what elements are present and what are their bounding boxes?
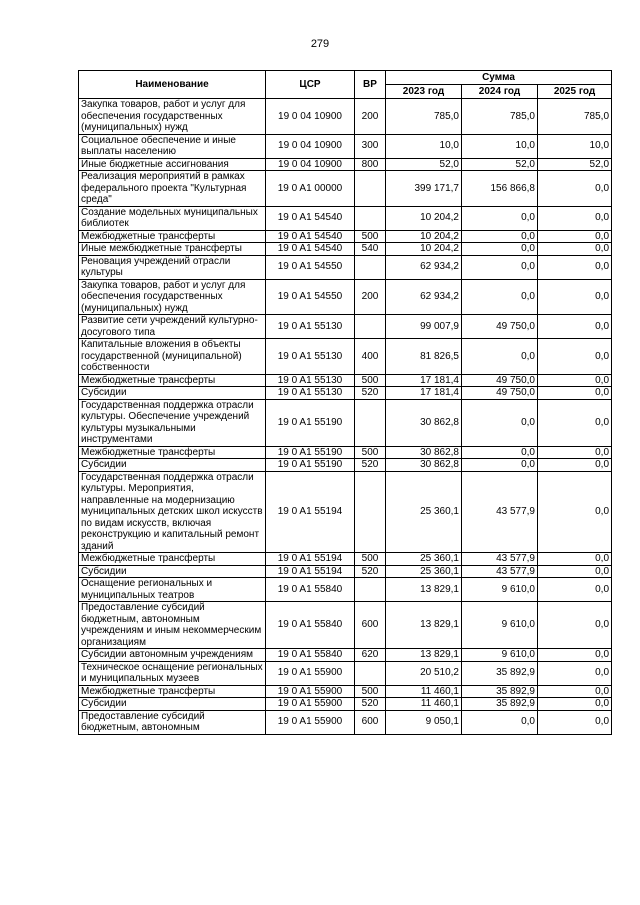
cell-y2023: 25 360,1 [386,553,462,566]
cell-y2025: 0,0 [538,206,612,230]
cell-y2024: 49 750,0 [462,315,538,339]
cell-y2025: 0,0 [538,649,612,662]
cell-csr: 19 0 04 10900 [266,99,355,135]
cell-y2024: 9 610,0 [462,578,538,602]
table-row [79,171,612,207]
cell-vr [355,578,386,602]
cell-y2025: 0,0 [538,698,612,711]
cell-y2023: 785,0 [386,99,462,135]
cell-y2025: 10,0 [538,134,612,158]
table-row [79,553,612,566]
cell-y2023: 62 934,2 [386,255,462,279]
cell-y2023: 30 862,8 [386,459,462,472]
table-row [79,446,612,459]
table-row [79,279,612,315]
cell-csr: 19 0 A1 55194 [266,471,355,553]
cell-csr: 19 0 A1 54540 [266,230,355,243]
cell-name: Государственная поддержка отрасли культуры. Мероприятия, направленные на модернизацию муниципальных детских школ искусств по видам искусств, включая реконструкцию и капитальный ремонт зданий [79,471,266,553]
cell-y2023: 20 510,2 [386,661,462,685]
cell-y2024: 49 750,0 [462,387,538,400]
cell-vr [355,661,386,685]
table-row [79,158,612,171]
cell-csr: 19 0 A1 55194 [266,565,355,578]
header-year-2025: 2025 год [538,85,612,99]
cell-y2025: 0,0 [538,230,612,243]
cell-y2024: 49 750,0 [462,374,538,387]
cell-vr [355,471,386,553]
cell-name: Межбюджетные трансферты [79,446,266,459]
cell-csr: 19 0 A1 55190 [266,446,355,459]
cell-y2025: 785,0 [538,99,612,135]
header-year-2024: 2024 год [462,85,538,99]
table-row [79,661,612,685]
table-row [79,399,612,446]
cell-y2024: 43 577,9 [462,553,538,566]
cell-name: Межбюджетные трансферты [79,553,266,566]
table-row [79,206,612,230]
cell-csr: 19 0 A1 55130 [266,315,355,339]
cell-y2024: 35 892,9 [462,661,538,685]
cell-y2023: 10,0 [386,134,462,158]
cell-csr: 19 0 A1 55190 [266,399,355,446]
cell-y2023: 52,0 [386,158,462,171]
table-row [79,710,612,734]
cell-y2024: 0,0 [462,255,538,279]
table-row [79,459,612,472]
cell-vr: 500 [355,553,386,566]
cell-csr: 19 0 A1 54540 [266,206,355,230]
cell-y2023: 17 181,4 [386,387,462,400]
cell-name: Иные бюджетные ассигнования [79,158,266,171]
table-row [79,578,612,602]
table-row [79,255,612,279]
cell-y2025: 0,0 [538,471,612,553]
cell-y2023: 62 934,2 [386,279,462,315]
cell-name: Социальное обеспечение и иные выплаты населению [79,134,266,158]
cell-y2025: 0,0 [538,279,612,315]
cell-y2025: 0,0 [538,387,612,400]
cell-name: Государственная поддержка отрасли культуры. Обеспечение учреждений культуры музыкальными инструментами [79,399,266,446]
cell-vr: 500 [355,230,386,243]
cell-y2024: 156 866,8 [462,171,538,207]
cell-y2024: 9 610,0 [462,649,538,662]
cell-y2025: 0,0 [538,553,612,566]
table-row [79,315,612,339]
cell-vr: 500 [355,374,386,387]
header-csr: ЦСР [266,71,355,99]
table-row [79,685,612,698]
table-row [79,698,612,711]
cell-vr: 600 [355,602,386,649]
cell-name: Субсидии [79,565,266,578]
cell-csr: 19 0 A1 54550 [266,279,355,315]
cell-csr: 19 0 04 10900 [266,134,355,158]
cell-y2025: 0,0 [538,315,612,339]
cell-y2023: 25 360,1 [386,471,462,553]
table-row [79,230,612,243]
table-row [79,374,612,387]
cell-csr: 19 0 A1 55840 [266,602,355,649]
cell-vr: 500 [355,446,386,459]
cell-vr [355,171,386,207]
cell-vr: 300 [355,134,386,158]
cell-name: Субсидии [79,387,266,400]
cell-y2025: 52,0 [538,158,612,171]
cell-y2024: 0,0 [462,206,538,230]
cell-csr: 19 0 A1 55900 [266,698,355,711]
cell-csr: 19 0 A1 55190 [266,459,355,472]
table-row [79,134,612,158]
cell-csr: 19 0 A1 55900 [266,685,355,698]
cell-y2023: 17 181,4 [386,374,462,387]
cell-y2025: 0,0 [538,602,612,649]
cell-name: Закупка товаров, работ и услуг для обеспечения государственных (муниципальных) нужд [79,279,266,315]
cell-y2024: 0,0 [462,279,538,315]
cell-y2024: 0,0 [462,399,538,446]
cell-vr: 600 [355,710,386,734]
cell-name: Субсидии [79,459,266,472]
cell-y2023: 9 050,1 [386,710,462,734]
cell-y2024: 0,0 [462,710,538,734]
header-sum: Сумма [386,71,612,85]
cell-csr: 19 0 A1 55194 [266,553,355,566]
header-year-2023: 2023 год [386,85,462,99]
cell-vr [355,206,386,230]
cell-y2023: 81 826,5 [386,339,462,375]
cell-y2024: 10,0 [462,134,538,158]
cell-y2023: 11 460,1 [386,698,462,711]
cell-y2023: 25 360,1 [386,565,462,578]
cell-csr: 19 0 04 10900 [266,158,355,171]
cell-y2025: 0,0 [538,685,612,698]
cell-csr: 19 0 A1 00000 [266,171,355,207]
cell-name: Создание модельных муниципальных библиотек [79,206,266,230]
cell-name: Предоставление субсидий бюджетным, автономным учреждениям и иным некоммерческим организациям [79,602,266,649]
header-name: Наименование [79,71,266,99]
cell-y2024: 9 610,0 [462,602,538,649]
cell-name: Предоставление субсидий бюджетным, автономным [79,710,266,734]
cell-y2024: 0,0 [462,243,538,256]
cell-name: Межбюджетные трансферты [79,374,266,387]
cell-y2023: 10 204,2 [386,206,462,230]
table-row [79,602,612,649]
cell-y2025: 0,0 [538,446,612,459]
cell-y2024: 52,0 [462,158,538,171]
table-row [79,649,612,662]
cell-y2024: 35 892,9 [462,698,538,711]
page-number: 279 [310,38,330,50]
cell-y2024: 0,0 [462,459,538,472]
cell-name: Реализация мероприятий в рамках федерального проекта "Культурная среда" [79,171,266,207]
cell-vr: 620 [355,649,386,662]
cell-vr [355,399,386,446]
table-row [79,471,612,553]
cell-y2023: 30 862,8 [386,399,462,446]
cell-csr: 19 0 A1 54540 [266,243,355,256]
table-row [79,565,612,578]
cell-name: Закупка товаров, работ и услуг для обеспечения государственных (муниципальных) нужд [79,99,266,135]
cell-vr: 520 [355,387,386,400]
table-row [79,99,612,135]
cell-y2023: 11 460,1 [386,685,462,698]
cell-vr: 520 [355,698,386,711]
cell-name: Техническое оснащение региональных и муниципальных музеев [79,661,266,685]
table-row [79,243,612,256]
cell-vr: 540 [355,243,386,256]
cell-y2023: 399 171,7 [386,171,462,207]
cell-csr: 19 0 A1 55130 [266,339,355,375]
cell-y2025: 0,0 [538,243,612,256]
cell-vr [355,315,386,339]
cell-name: Межбюджетные трансферты [79,685,266,698]
cell-y2024: 0,0 [462,446,538,459]
cell-name: Оснащение региональных и муниципальных театров [79,578,266,602]
cell-y2023: 13 829,1 [386,578,462,602]
cell-csr: 19 0 A1 55840 [266,578,355,602]
table-row [79,339,612,375]
cell-y2025: 0,0 [538,374,612,387]
cell-vr: 800 [355,158,386,171]
cell-csr: 19 0 A1 55130 [266,387,355,400]
cell-y2024: 43 577,9 [462,471,538,553]
cell-vr: 520 [355,565,386,578]
cell-name: Субсидии автономным учреждениям [79,649,266,662]
cell-name: Реновация учреждений отрасли культуры [79,255,266,279]
cell-name: Развитие сети учреждений культурно-досугового типа [79,315,266,339]
cell-y2025: 0,0 [538,459,612,472]
cell-y2025: 0,0 [538,399,612,446]
cell-vr [355,255,386,279]
cell-y2023: 13 829,1 [386,602,462,649]
cell-y2025: 0,0 [538,255,612,279]
cell-y2023: 30 862,8 [386,446,462,459]
cell-y2025: 0,0 [538,710,612,734]
cell-name: Субсидии [79,698,266,711]
cell-name: Капитальные вложения в объекты государственной (муниципальной) собственности [79,339,266,375]
cell-vr: 400 [355,339,386,375]
cell-y2025: 0,0 [538,565,612,578]
cell-csr: 19 0 A1 55840 [266,649,355,662]
cell-y2024: 0,0 [462,339,538,375]
cell-y2024: 0,0 [462,230,538,243]
cell-vr: 200 [355,279,386,315]
cell-y2023: 10 204,2 [386,243,462,256]
cell-csr: 19 0 A1 55900 [266,710,355,734]
table-body [79,99,612,735]
cell-y2024: 35 892,9 [462,685,538,698]
table-row [79,387,612,400]
cell-name: Межбюджетные трансферты [79,230,266,243]
cell-csr: 19 0 A1 55900 [266,661,355,685]
cell-vr: 500 [355,685,386,698]
cell-y2025: 0,0 [538,339,612,375]
cell-vr: 200 [355,99,386,135]
cell-y2023: 13 829,1 [386,649,462,662]
budget-table [78,70,612,735]
cell-y2024: 43 577,9 [462,565,538,578]
cell-y2023: 99 007,9 [386,315,462,339]
cell-y2024: 785,0 [462,99,538,135]
cell-y2023: 10 204,2 [386,230,462,243]
cell-y2025: 0,0 [538,171,612,207]
cell-y2025: 0,0 [538,661,612,685]
cell-csr: 19 0 A1 54550 [266,255,355,279]
cell-vr: 520 [355,459,386,472]
header-vr: ВР [355,71,386,99]
cell-name: Иные межбюджетные трансферты [79,243,266,256]
cell-y2025: 0,0 [538,578,612,602]
cell-csr: 19 0 A1 55130 [266,374,355,387]
